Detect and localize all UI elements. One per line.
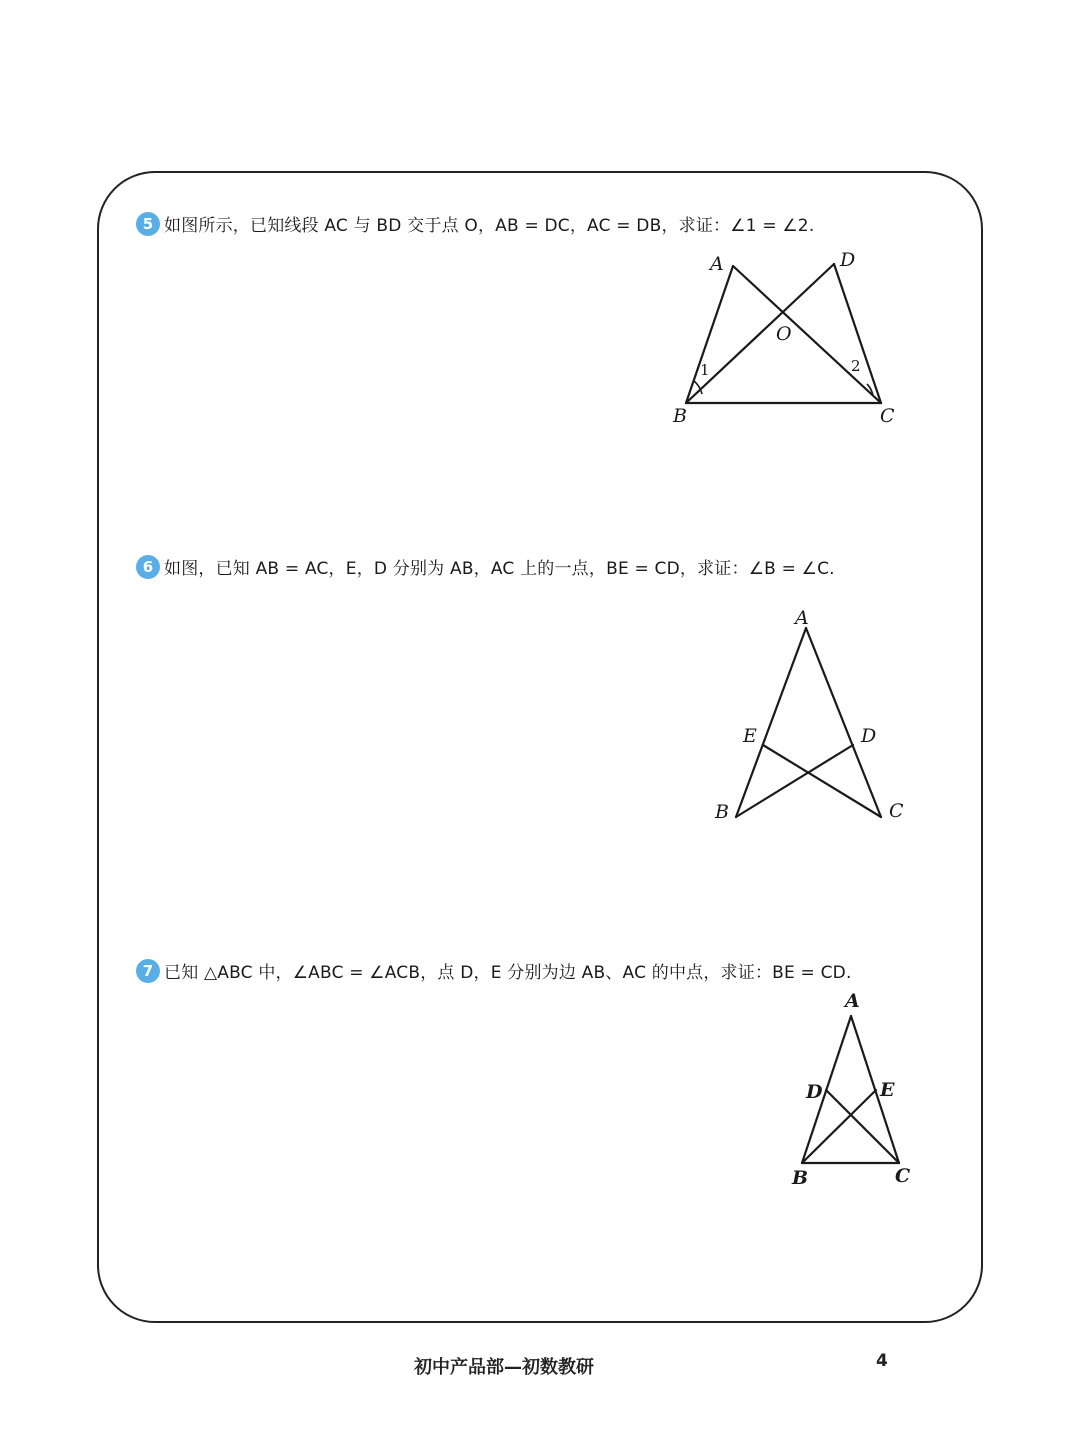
- label-a: A: [845, 990, 860, 1012]
- label-a: A: [795, 607, 809, 629]
- problem-number-badge: 6: [136, 555, 160, 579]
- problem-number-badge: 5: [136, 212, 160, 236]
- label-c: C: [889, 800, 904, 822]
- label-e: E: [880, 1079, 895, 1101]
- label-d: D: [806, 1081, 823, 1103]
- label-c: C: [895, 1165, 911, 1187]
- label-b: B: [792, 1167, 809, 1189]
- label-d: D: [840, 249, 856, 271]
- label-a: A: [710, 253, 724, 275]
- label-e: E: [743, 725, 757, 747]
- problem-statement: 如图所示，已知线段 AC 与 BD 交于点 O，AB = DC，AC = DB，求证：∠1 = ∠2.: [164, 216, 815, 236]
- label-d: D: [861, 725, 877, 747]
- page-number: 4: [876, 1351, 888, 1371]
- problem-statement: 如图，已知 AB = AC，E，D 分别为 AB，AC 上的一点，BE = CD，求证：∠B = ∠C.: [164, 559, 835, 579]
- label-angle-1: 1: [700, 361, 710, 379]
- label-b: B: [715, 801, 729, 823]
- problem-number-badge: 7: [136, 959, 160, 983]
- label-c: C: [880, 405, 895, 427]
- problem-statement: 已知 △ABC 中，∠ABC = ∠ACB，点 D，E 分别为边 AB、AC 的中点，求证：BE = CD.: [164, 963, 852, 983]
- label-b: B: [673, 405, 687, 427]
- label-o: O: [776, 323, 792, 345]
- label-angle-2: 2: [851, 357, 861, 375]
- footer-department: 初中产品部—初数教研: [414, 1357, 594, 1378]
